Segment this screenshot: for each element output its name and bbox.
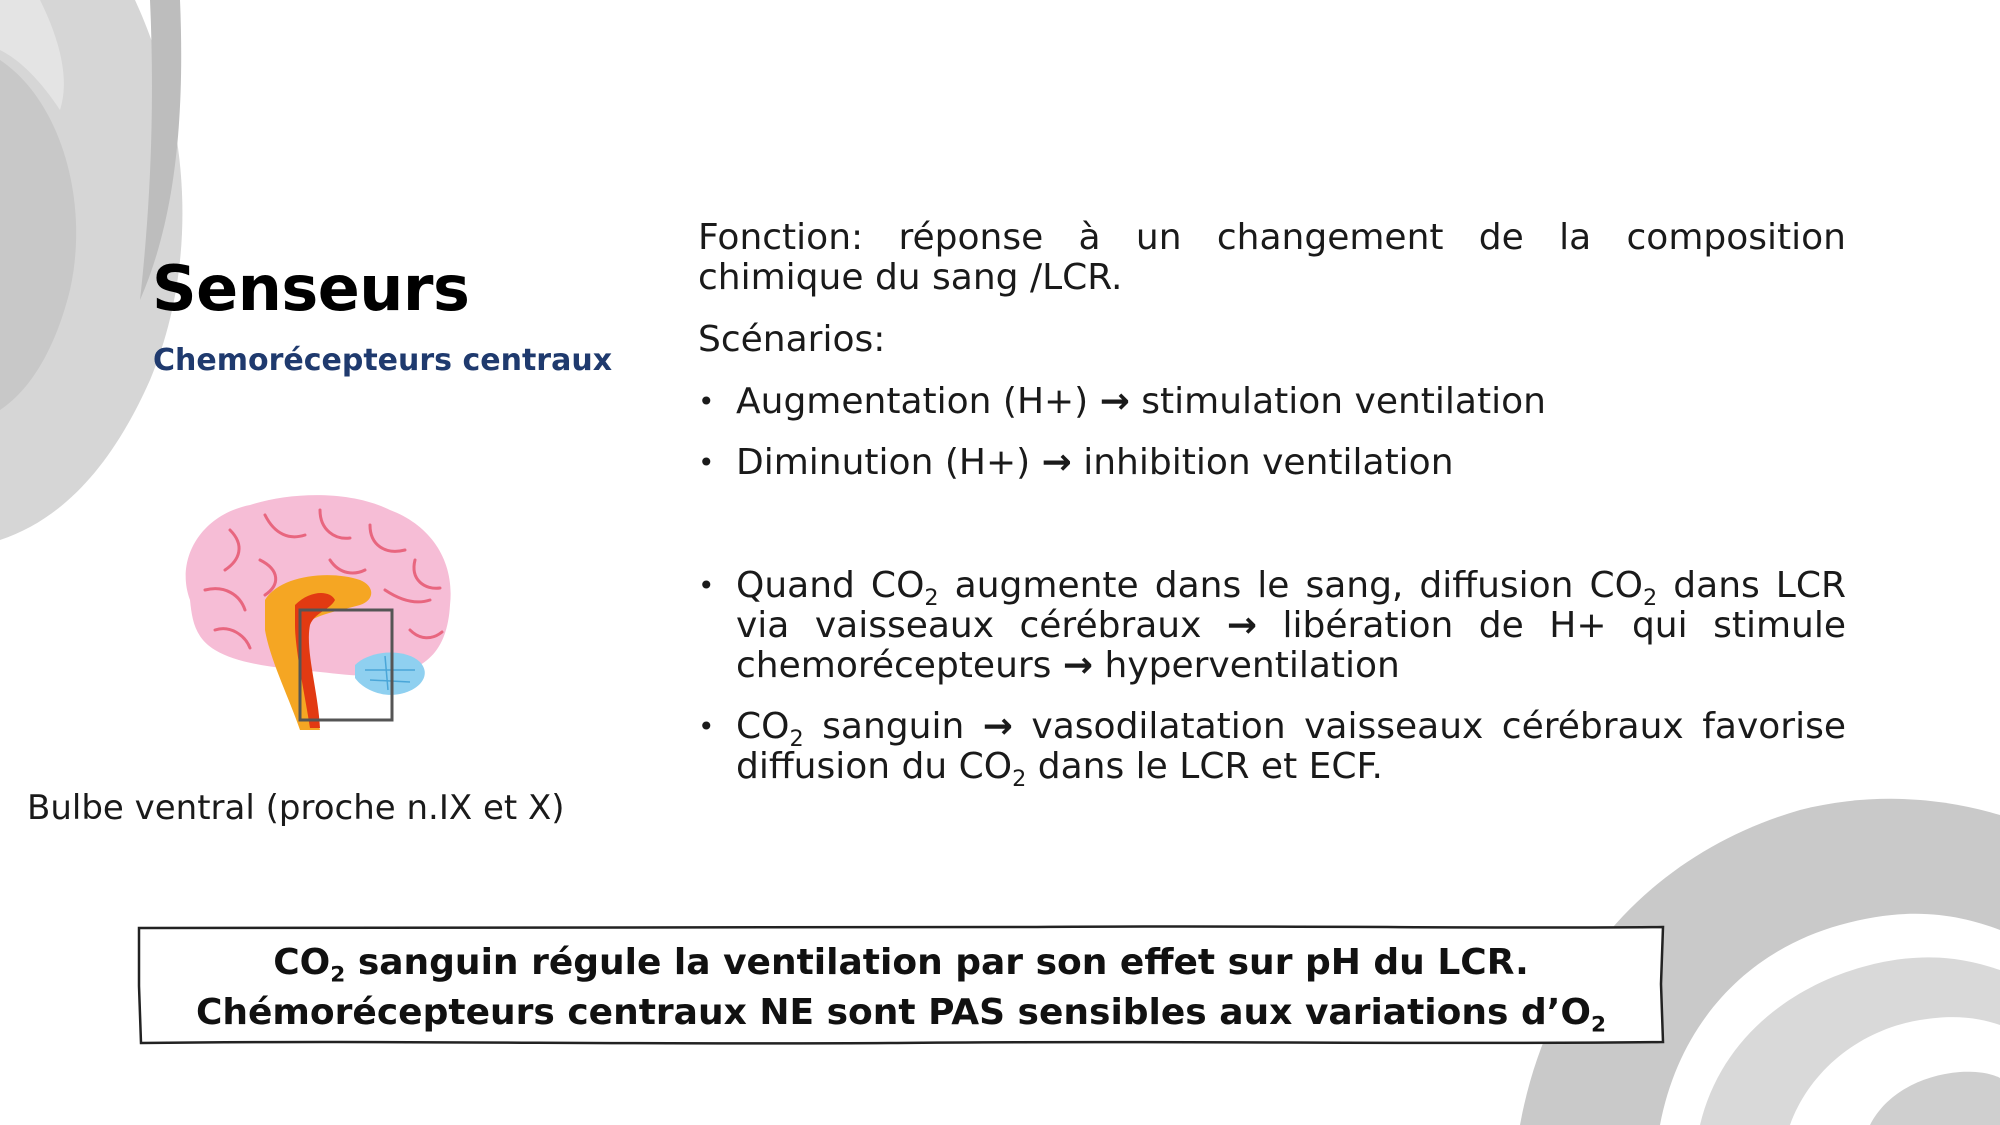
- slide-title: Senseurs: [152, 252, 470, 325]
- summary-line-2: Chémorécepteurs centraux NE sont PAS sensibles aux variations $d’O_2$: [195, 992, 1607, 1038]
- content-block: [698, 218, 1846, 808]
- scenarios-label: Scénarios:: [698, 319, 886, 360]
- bullet-dot: •: [698, 446, 715, 479]
- bullet-item: • Diminution (H+) → inhibition ventilation: [698, 442, 1454, 483]
- right-arrow-icon: →: [1062, 645, 1094, 686]
- summary-line-1: $CO_2$ sanguin régule la ventilation par son effet sur pH du LCR.: [273, 942, 1529, 988]
- slide-subtitle: Chemorécepteurs centraux: [153, 343, 613, 378]
- summary-text: [137, 938, 1665, 1038]
- bullet-item: • $CO_2$ sanguin → vasodilatation vaisseaux cérébraux favorise diffusion du $CO_2$ dans le LCR et ECF.: [698, 706, 1846, 792]
- right-arrow-icon: →: [1041, 442, 1072, 483]
- bullet-dot: •: [698, 385, 715, 418]
- bullet-item: • Quand $CO_2$ augmente dans le sang, diffusion $CO_2$ dans LCR via vaisseaux cérébraux → libération de H+ qui stimule chemorécepteurs → hyperventilation: [698, 565, 1847, 686]
- bullet-item: • Augmentation (H+) → stimulation ventilation: [698, 381, 1546, 422]
- right-arrow-icon: →: [1099, 381, 1130, 422]
- image-caption: Bulbe ventral (proche n.IX et X): [27, 788, 565, 828]
- right-arrow-icon: →: [1226, 605, 1258, 646]
- bullet-dot: •: [698, 569, 715, 602]
- bullet-dot: •: [698, 710, 715, 743]
- function-text: Fonction: réponse à un changement de la composition chimique du sang /LCR.: [698, 217, 1846, 298]
- brain-illustration: [170, 490, 470, 750]
- right-arrow-icon: →: [982, 706, 1013, 747]
- summary-box: [137, 924, 1665, 1046]
